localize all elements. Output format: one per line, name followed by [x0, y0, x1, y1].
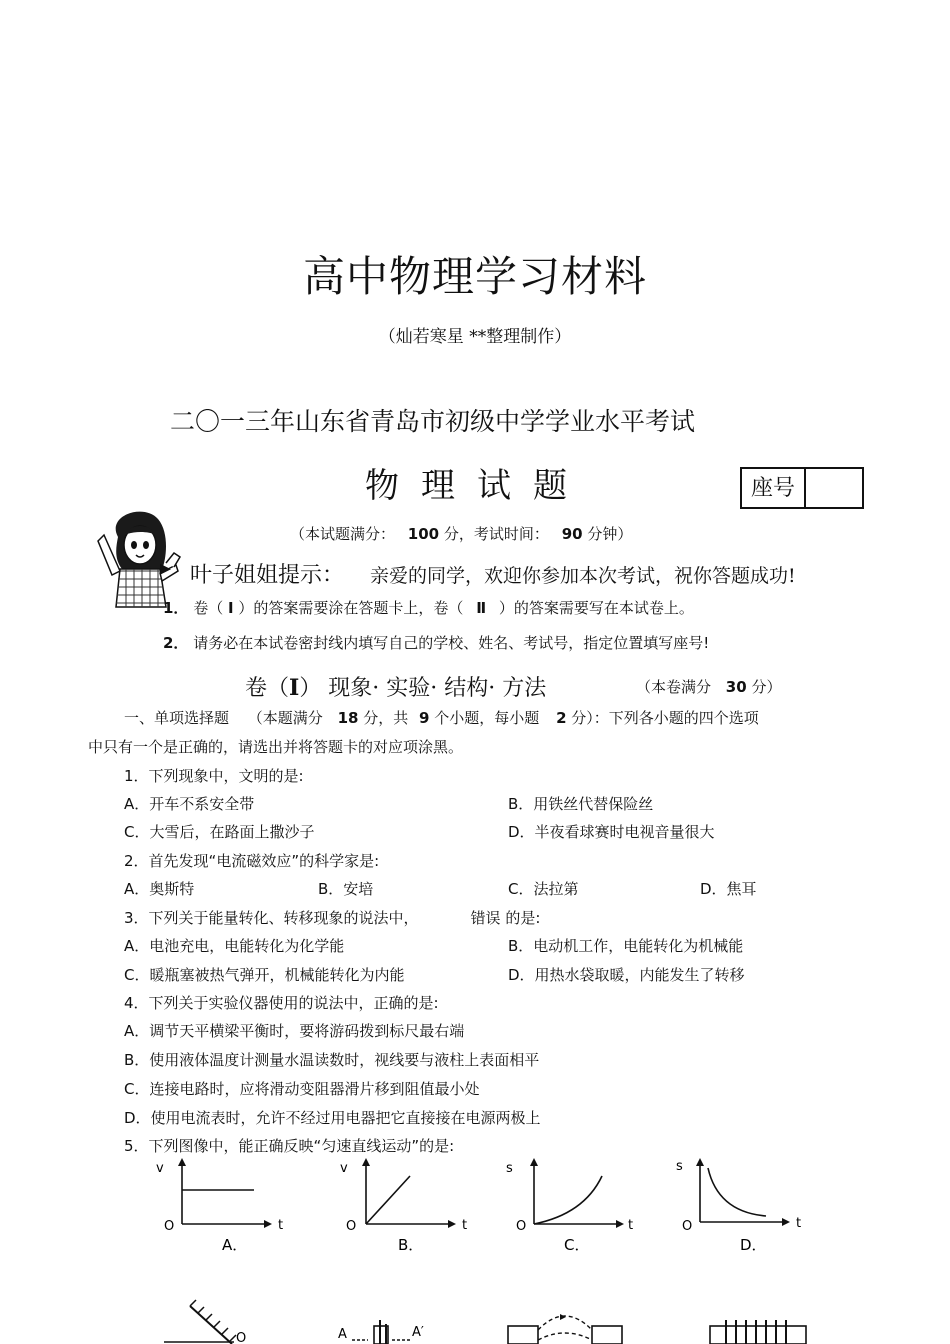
- graph-a-y-label: v: [156, 1161, 164, 1176]
- tip-item-roman: Ⅱ: [476, 599, 487, 617]
- graph-b-x-label: t: [462, 1218, 468, 1233]
- q4-option-b: B．使用液体温度计测量水温读数时，视线要与液柱上表面相平: [124, 1051, 540, 1069]
- graph-c: [504, 1156, 644, 1256]
- exam-time: 90: [561, 525, 583, 543]
- section-note-text: （本卷满分: [636, 678, 712, 696]
- section-title: [245, 671, 546, 702]
- graph-b-curve: [366, 1176, 410, 1224]
- solenoid-figure: [704, 1316, 812, 1344]
- graph-a-x-arrow: [264, 1220, 272, 1228]
- q1-option-a: A．开车不系安全带: [124, 795, 255, 813]
- graph-d-x-arrow: [782, 1218, 790, 1226]
- section-title-text: 卷（: [245, 676, 290, 701]
- tip-item-roman: Ⅰ: [228, 599, 234, 617]
- q4-option-d: D．使用电流表时，允许不经过用电器把它直接接在电源两极上: [124, 1109, 541, 1127]
- tip-item-text: ）的答案需要写在本试卷上。: [498, 599, 694, 617]
- question-5-stem: 5．下列图像中，能正确反映“匀速直线运动”的是:: [124, 1137, 455, 1155]
- field-line-bottom: [538, 1333, 592, 1340]
- tip-greeting: 亲爱的同学，欢迎你参加本次考试，祝你答题成功!: [370, 565, 796, 587]
- q2-option-b: B．安培: [318, 880, 374, 898]
- part-one-instructions-line2: 中只有一个是正确的，请选出并将答题卡的对应项涂黑。: [88, 738, 464, 756]
- graph-d-origin: O: [682, 1219, 693, 1234]
- question-2-stem: 2．首先发现“电流磁效应”的科学家是:: [124, 852, 380, 870]
- graph-d-curve: [708, 1168, 766, 1216]
- graph-c-curve: [534, 1176, 602, 1224]
- tip-item-2: [163, 632, 709, 653]
- graph-b-option: B．: [398, 1236, 424, 1254]
- part-one-each: 2: [556, 709, 567, 727]
- part-one-instructions: [124, 707, 759, 728]
- section-note: [636, 676, 781, 697]
- graph-c-origin: O: [516, 1219, 527, 1234]
- question-3-stem: [124, 907, 540, 928]
- exam-title: 二〇一三年山东省青岛市初级中学学业水平考试: [170, 407, 696, 436]
- section-roman: Ⅰ: [289, 675, 300, 701]
- graph-a-x-label: t: [278, 1218, 284, 1233]
- graph-d-y-arrow: [696, 1158, 704, 1166]
- q3-option-b: B．电动机工作，电能转化为机械能: [508, 937, 744, 955]
- field-arrow: [560, 1314, 566, 1320]
- part-one-count: 9: [419, 709, 430, 727]
- tip-item-text: 卷（: [193, 599, 224, 617]
- exam-info-prefix: （本试题满分：: [290, 525, 396, 543]
- image-figure-label-a: A: [338, 1327, 347, 1342]
- q4-option-c: C．连接电路时，应将滑动变阻器滑片移到阻值最小处: [124, 1080, 480, 1098]
- graph-b-y-label: v: [340, 1161, 348, 1176]
- q3-option-a: A．电池充电，电能转化为化学能: [124, 937, 345, 955]
- section-title-text: ） 现象· 实验· 结构· 方法: [299, 676, 547, 701]
- tip-item-text: ）的答案需要涂在答题卡上，卷（: [238, 599, 464, 617]
- section-score: 30: [725, 678, 747, 696]
- seat-number-box: [740, 467, 864, 509]
- section-note-text: 分）: [751, 678, 782, 696]
- part-one-text: 分）：下列各小题的四个选项: [571, 709, 759, 727]
- graph-d: [672, 1156, 812, 1256]
- tip-item-1: [163, 597, 694, 618]
- solenoid-coils: [726, 1320, 786, 1344]
- material-title: 高中物理学习材料: [302, 252, 647, 301]
- q1-option-b: B．用铁丝代替保险丝: [508, 795, 654, 813]
- exam-info-suffix: 分钟）: [587, 525, 633, 543]
- part-one-text: 一、单项选择题: [124, 709, 230, 727]
- graph-d-option: D．: [740, 1236, 767, 1254]
- image-figure-label-b: A′: [412, 1325, 424, 1340]
- mirror-line: [190, 1306, 232, 1344]
- graph-c-x-label: t: [628, 1218, 634, 1233]
- q3-option-c: C．暖瓶塞被热气弹开，机械能转化为内能: [124, 966, 405, 984]
- part-one-text: 分，共: [363, 709, 409, 727]
- exam-info: [290, 523, 632, 544]
- q2-option-a: A．奥斯特: [124, 880, 195, 898]
- part-one-score: 18: [337, 709, 359, 727]
- graph-a-option: A．: [222, 1236, 248, 1254]
- graph-a: [150, 1156, 290, 1256]
- part-one-text: 个小题，每小题: [434, 709, 540, 727]
- q1-option-c: C．大雪后，在路面上撒沙子: [124, 823, 315, 841]
- q1-option-d: D．半夜看球赛时电视音量很大: [508, 823, 715, 841]
- exam-info-mid: 分，考试时间：: [443, 525, 549, 543]
- graph-d-y-label: s: [676, 1159, 683, 1174]
- graph-c-option: C．: [564, 1236, 590, 1254]
- magnet-left: [508, 1326, 538, 1344]
- tip-title: 叶子姐姐提示：: [190, 563, 345, 588]
- graph-b-origin: O: [346, 1219, 357, 1234]
- mirror-hatching: [190, 1300, 236, 1341]
- tip-arrow-icon: ▸: [160, 556, 172, 581]
- q3-stem-text: 3．下列关于能量转化、转移现象的说法中，: [124, 909, 419, 927]
- q2-option-c: C．法拉第: [508, 880, 579, 898]
- mirror-figure-label: O: [236, 1331, 247, 1344]
- tip-item-text: 请务必在本试卷密封线内填写自己的学校、姓名、考试号，指定位置填写座号!: [193, 634, 710, 652]
- image-figure: [334, 1318, 444, 1344]
- part-one-text: （本题满分: [247, 709, 323, 727]
- tip-item-number: 2．: [163, 634, 189, 652]
- q2-option-d: D．焦耳: [700, 880, 757, 898]
- question-4-stem: 4．下列关于实验仪器使用的说法中，正确的是:: [124, 994, 439, 1012]
- graph-c-x-arrow: [616, 1220, 624, 1228]
- q4-option-a: A．调节天平横梁平衡时，要将游码拨到标尺最右端: [124, 1022, 465, 1040]
- graph-c-y-arrow: [530, 1158, 538, 1166]
- subject-title: 物理试题: [365, 466, 589, 506]
- q3-stem-emphasis: 错误: [470, 909, 501, 927]
- question-1-stem: 1．下列现象中，文明的是:: [124, 767, 304, 785]
- mirror-figure: [160, 1298, 260, 1344]
- graph-a-origin: O: [164, 1219, 175, 1234]
- graph-a-y-arrow: [178, 1158, 186, 1166]
- solenoid-core: [710, 1326, 806, 1344]
- graph-b: [334, 1156, 474, 1256]
- field-line-top: [538, 1316, 592, 1330]
- graph-d-x-label: t: [796, 1216, 802, 1231]
- full-score: 100: [407, 525, 440, 543]
- q3-option-d: D．用热水袋取暖，内能发生了转移: [508, 966, 745, 984]
- graph-c-y-label: s: [506, 1161, 513, 1176]
- magnet-right: [592, 1326, 622, 1344]
- tip-item-number: 1．: [163, 599, 189, 617]
- graph-b-y-arrow: [362, 1158, 370, 1166]
- q3-stem-text: 的是:: [500, 909, 541, 927]
- graph-b-x-arrow: [448, 1220, 456, 1228]
- seat-number-field[interactable]: [804, 469, 862, 507]
- magnet-figure: [504, 1306, 626, 1344]
- material-subtitle: （灿若寒星 **整理制作）: [378, 327, 572, 347]
- seat-number-label: 座号: [742, 469, 806, 507]
